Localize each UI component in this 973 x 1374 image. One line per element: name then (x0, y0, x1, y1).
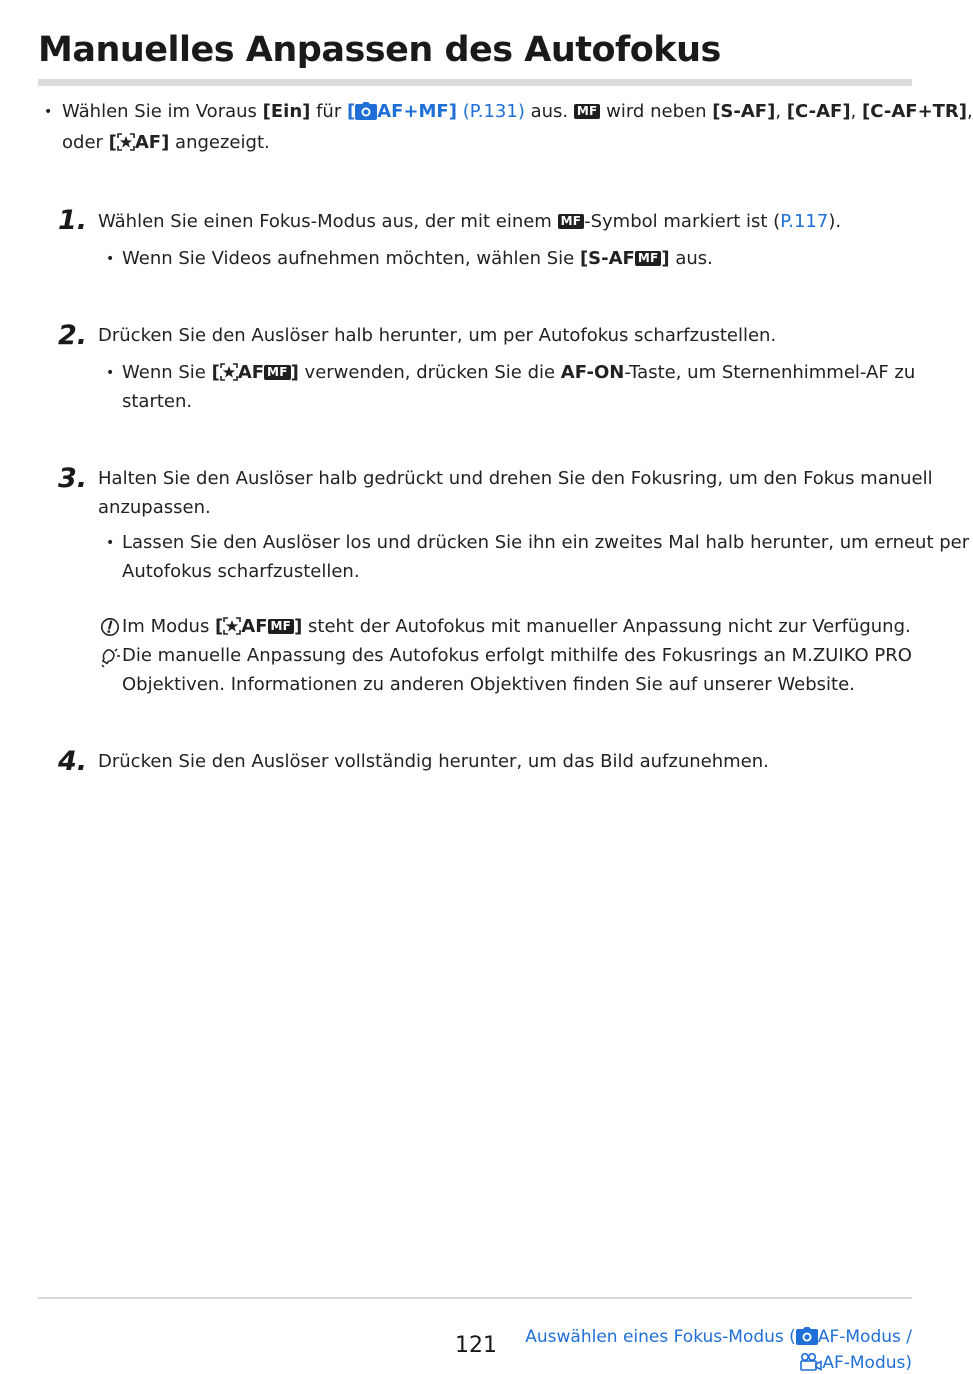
camera-icon (796, 1327, 818, 1345)
step-3-subpoint-line-1: Lassen Sie den Auslöser los und drücken Sie ihn ein zweites Mal halb herunter, um erneut per (122, 532, 970, 553)
step-3-subpoint-line-2: Autofokus scharfzustellen. (122, 561, 360, 582)
star-af-mf-option (212, 362, 299, 383)
step-3-text-line-1: Halten Sie den Auslöser halb gedrückt und drehen Sie den Fokusring, um den Fokus manuell (98, 468, 933, 489)
footer-section-link-line-2[interactable] (800, 1352, 912, 1374)
step-3-text-line-2: anzupassen. (98, 497, 211, 518)
step-1-text (98, 210, 841, 234)
mf-badge: MF (558, 214, 585, 229)
afmf-label: AF+MF] (377, 101, 457, 122)
step-3-tip-line-2: Objektiven. Informationen zu anderen Objektiven finden Sie auf unserer Website. (122, 674, 855, 695)
ein-option: [Ein] (262, 101, 311, 122)
star-af-icon (220, 363, 238, 381)
intro-text: wird neben (600, 101, 713, 122)
step-1-subpoint (122, 247, 713, 271)
option-label: AF (241, 616, 268, 637)
af-on-button-label: AF-ON (560, 362, 625, 383)
intro-text: aus. (524, 101, 574, 122)
intro-text: Wählen Sie im Voraus (62, 101, 263, 122)
saf-mf-option (580, 248, 670, 269)
footer-section-link[interactable] (525, 1326, 912, 1348)
bracket: [ (346, 101, 356, 122)
intro-text: für (310, 101, 347, 122)
caf-option: [C-AF] (786, 101, 851, 122)
step-number: 4. (58, 746, 88, 777)
step-number: 1. (58, 205, 88, 236)
star-af-option (109, 132, 170, 153)
afmf-menu-link[interactable] (347, 101, 457, 122)
bracket: [ (215, 616, 224, 637)
caution-icon (100, 617, 120, 637)
step-2-subpoint-line-2: starten. (122, 391, 193, 412)
bracket: ] (290, 362, 299, 383)
intro-line-1 (62, 100, 973, 124)
separator: , (850, 101, 863, 122)
page-ref-link[interactable]: P.117 (780, 211, 829, 232)
footer-text: AF-Modus) (822, 1353, 912, 1373)
step-2-text: Drücken Sie den Auslöser halb herunter, um per Autofokus scharfzustellen. (98, 325, 777, 346)
bullet-dot: • (106, 535, 115, 551)
separator: , (775, 101, 787, 122)
page-ref-link[interactable]: (P.131) (462, 101, 525, 122)
option-label: [S-AF (579, 248, 635, 269)
tip-icon (99, 647, 121, 669)
page-number: 121 (455, 1333, 497, 1358)
separator: , (967, 101, 973, 122)
title-underline (38, 79, 912, 86)
step-number: 3. (58, 463, 88, 494)
step-text: Wählen Sie einen Fokus-Modus aus, der mit einem (98, 211, 558, 232)
mf-badge: MF (268, 619, 295, 634)
footer-rule (38, 1297, 912, 1299)
step-3-tip-line-1: Die manuelle Anpassung des Autofokus erfolgt mithilfe des Fokusrings an M.ZUIKO PRO (122, 645, 912, 666)
option-label: AF (237, 362, 265, 383)
page-title: Manuelles Anpassen des Autofokus (38, 30, 721, 70)
step-4-text: Drücken Sie den Auslöser vollständig herunter, um das Bild aufzunehmen. (98, 751, 769, 772)
bracket: [ (108, 132, 117, 153)
bracket: ] (294, 616, 303, 637)
sub-text: verwenden, drücken Sie die (298, 362, 561, 383)
star-af-mf-option (215, 616, 302, 637)
step-3-caution-note (122, 615, 911, 639)
intro-text: angezeigt. (169, 132, 270, 153)
star-af-label: AF] (134, 132, 170, 153)
step-number: 2. (58, 320, 88, 351)
step-text: -Symbol markiert ist ( (584, 211, 781, 232)
bullet-dot: • (44, 104, 53, 120)
mf-badge: MF (574, 104, 601, 119)
video-camera-icon (800, 1353, 822, 1371)
bracket: ] (661, 248, 670, 269)
caftr-option: [C-AF+TR] (862, 101, 968, 122)
note-text: steht der Autofokus mit manueller Anpassung nicht zur Verfügung. (302, 616, 911, 637)
bullet-dot: • (106, 365, 115, 381)
mf-badge: MF (264, 365, 291, 380)
star-af-icon (223, 617, 241, 635)
sub-text: -Taste, um Sternenhimmel-AF zu (624, 362, 916, 383)
star-af-icon (117, 133, 135, 151)
note-text: Im Modus (122, 616, 216, 637)
bullet-dot: • (106, 251, 115, 267)
footer-text: Auswählen eines Fokus-Modus ( (525, 1327, 796, 1347)
sub-text: aus. (669, 248, 713, 269)
bracket: [ (211, 362, 220, 383)
intro-text: oder (62, 132, 109, 153)
sub-text: Wenn Sie Videos aufnehmen möchten, wählen Sie (122, 248, 580, 269)
step-text: ). (828, 211, 842, 232)
intro-line-2 (62, 131, 270, 155)
step-2-subpoint (122, 361, 915, 385)
saf-option: [S-AF] (712, 101, 776, 122)
sub-text: Wenn Sie (122, 362, 212, 383)
camera-icon (355, 102, 377, 120)
mf-badge: MF (635, 251, 662, 266)
footer-text: AF-Modus / (817, 1327, 912, 1347)
